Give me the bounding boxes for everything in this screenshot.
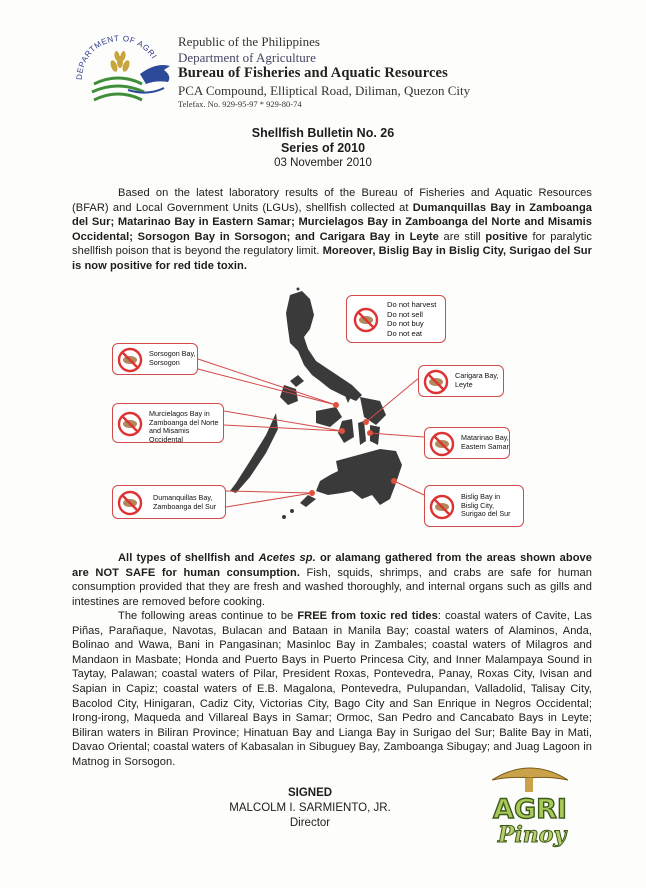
site-label-murcielagos: Murcielagos Bay in Zamboanga del Norte and Misamis Occidental	[149, 409, 219, 444]
para1-text-1: Based on the latest laboratory results of the Bureau of Fisheries and Aquatic Resources (BFAR) and Local Government Units (LGUs), shellfish collected at	[72, 187, 592, 214]
red-tide-map	[90, 285, 560, 540]
agri-word: AGRI	[493, 794, 567, 825]
no-shellfish-icon	[117, 490, 143, 516]
para1-bold-areas: Dumanquillas Bay in Zamboanga del Sur; Matarinao Bay in Eastern Samar; Murcielagos Bay in Zamboanga del Norte and Misamis Occidental; Sorsogon Bay in Sorsogon; and Carigara Bay in Leyte	[72, 201, 592, 243]
site-label-carigara: Carigara Bay, Leyte	[455, 371, 499, 389]
marker-murcielagos	[339, 428, 345, 434]
site-box-murcielagos	[112, 403, 224, 443]
address-line: PCA Compound, Elliptical Road, Diliman, Quezon City	[178, 82, 471, 98]
intro-paragraph	[72, 186, 592, 274]
marker-bislig	[391, 478, 397, 484]
para1-text-3: for paralytic shellfish poison that is beyond the regulatory limit.	[72, 230, 592, 258]
para1-text-2: are still	[438, 230, 486, 243]
no-shellfish-icon	[117, 411, 143, 437]
bureau-seal-logo	[68, 22, 176, 122]
free-areas-paragraph	[72, 609, 592, 770]
no-shellfish-icon	[353, 307, 379, 333]
site-label-dumanquillas: Dumanquillas Bay, Zamboanga del Sur	[153, 493, 217, 511]
bulletin-heading	[0, 126, 646, 171]
marker-sorsogon	[333, 402, 339, 408]
signatory-name: MALCOLM I. SARMIENTO, JR.	[229, 802, 391, 814]
prohibition-legend-box	[346, 295, 446, 343]
site-box-dumanquillas	[112, 485, 226, 519]
telefax-line: Telefax. No. 929-95-97 * 929-80-74	[178, 99, 302, 110]
bulletin-title: Shellfish Bulletin No. 26	[251, 126, 395, 140]
site-box-bislig	[424, 485, 524, 527]
marker-matarinao	[367, 430, 373, 436]
para3-area-list: : coastal waters of Cavite, Las Piñas, Parañaque, Navotas, Bulacan and Bataan in Manila Bay; coastal waters of Alaminos, Anda, Bolinao and Wawa, Bani in Pangasinan; Masinloc Bay in Zambales; coastal waters of Milagros and Mandaon in Masbate; Honda and Puerto Bays in Puerto Princesa City, and Inner Malampaya Sound in Taytay, Palawan; coastal waters of Pilar, President Roxas, Pontevedra, Panay, Roxas City, Ivisan and Sapian in Capiz; coastal waters of E.B. Magalona, Pontevedra, Pulupandan, Valladolid, Talisay City, Bacolod City, Hinigaran, Cadiz City, Victorias City, Bago City and San Enrique in Negros Occidental; Irong-irong, Maqueda and Villareal Bays in Samar; Ormoc, San Pedro and Cancabato Bays in Leyte; Biliran waters in Biliran Province; Hinatuan Bay and Lianga Bay in Surigao del Sur; Balite Bay in Mati, Davao Oriental; coastal waters of Kabasalan in Sibuguey Bay, Zamboanga Sibugay; and Juag Lagoon in Matnog in Sorsogon.	[72, 610, 592, 768]
site-box-carigara	[418, 365, 504, 397]
para3-text-1: The following areas continue to be	[118, 610, 298, 622]
legend-do-not-eat: Do not eat	[387, 328, 423, 338]
agri-pinoy-logo	[470, 762, 590, 852]
para2-bold-2: or alamang gathered from the areas shown above are NOT SAFE for human consumption.	[72, 552, 592, 579]
legend-do-not-harvest: Do not harvest	[387, 300, 437, 309]
no-shellfish-icon	[429, 494, 455, 520]
legend-do-not-buy: Do not buy	[387, 319, 424, 329]
legend-do-not-sell: Do not sell	[387, 309, 423, 319]
signature-block	[180, 786, 440, 831]
site-label-sorsogon: Sorsogon Bay, Sorsogon	[149, 349, 196, 367]
no-shellfish-icon	[423, 369, 449, 395]
para3-bold-free: FREE from toxic red tides	[297, 610, 438, 622]
marker-carigara	[363, 419, 369, 425]
bureau-name: Bureau of Fisheries and Aquatic Resources	[178, 65, 448, 82]
pinoy-word: Pinoy	[497, 822, 567, 848]
para1-bold-positive: positive	[485, 230, 528, 243]
legend-list	[387, 300, 436, 338]
bulletin-date: 03 November 2010	[274, 157, 372, 169]
marker-dumanquillas	[309, 490, 315, 496]
site-label-matarinao: Matarinao Bay, Eastern Samar	[461, 433, 509, 451]
signed-label: SIGNED	[287, 787, 333, 799]
republic-line: Republic of the Philippines	[178, 34, 320, 49]
site-label-bislig: Bislig Bay in Bislig City, Surigao del Sur	[461, 492, 511, 519]
para2-species: Acetes sp.	[258, 552, 316, 564]
site-box-sorsogon	[112, 343, 198, 375]
safety-paragraph	[72, 551, 592, 609]
para2-bold-1: All types of shellfish and	[118, 552, 259, 564]
signatory-position: Director	[289, 817, 331, 829]
seal-text: DEPARTMENT OF AGRI	[74, 33, 159, 81]
no-shellfish-icon	[117, 347, 143, 373]
letterhead	[178, 34, 470, 109]
site-box-matarinao	[424, 427, 510, 459]
para1-bold-bislig: Moreover, Bislig Bay in Bislig City, Surigao del Sur is now positive for red tide toxin.	[72, 245, 592, 272]
para2-text: Fish, squids, shrimps, and crabs are safe for human consumption provided that they are fresh and washed thoroughly, and internal organs such as gills and intestines are removed before cooking.	[72, 566, 592, 608]
department-line: Department of Agriculture	[178, 49, 316, 65]
bulletin-series: Series of 2010	[280, 141, 366, 155]
no-shellfish-icon	[429, 431, 455, 457]
